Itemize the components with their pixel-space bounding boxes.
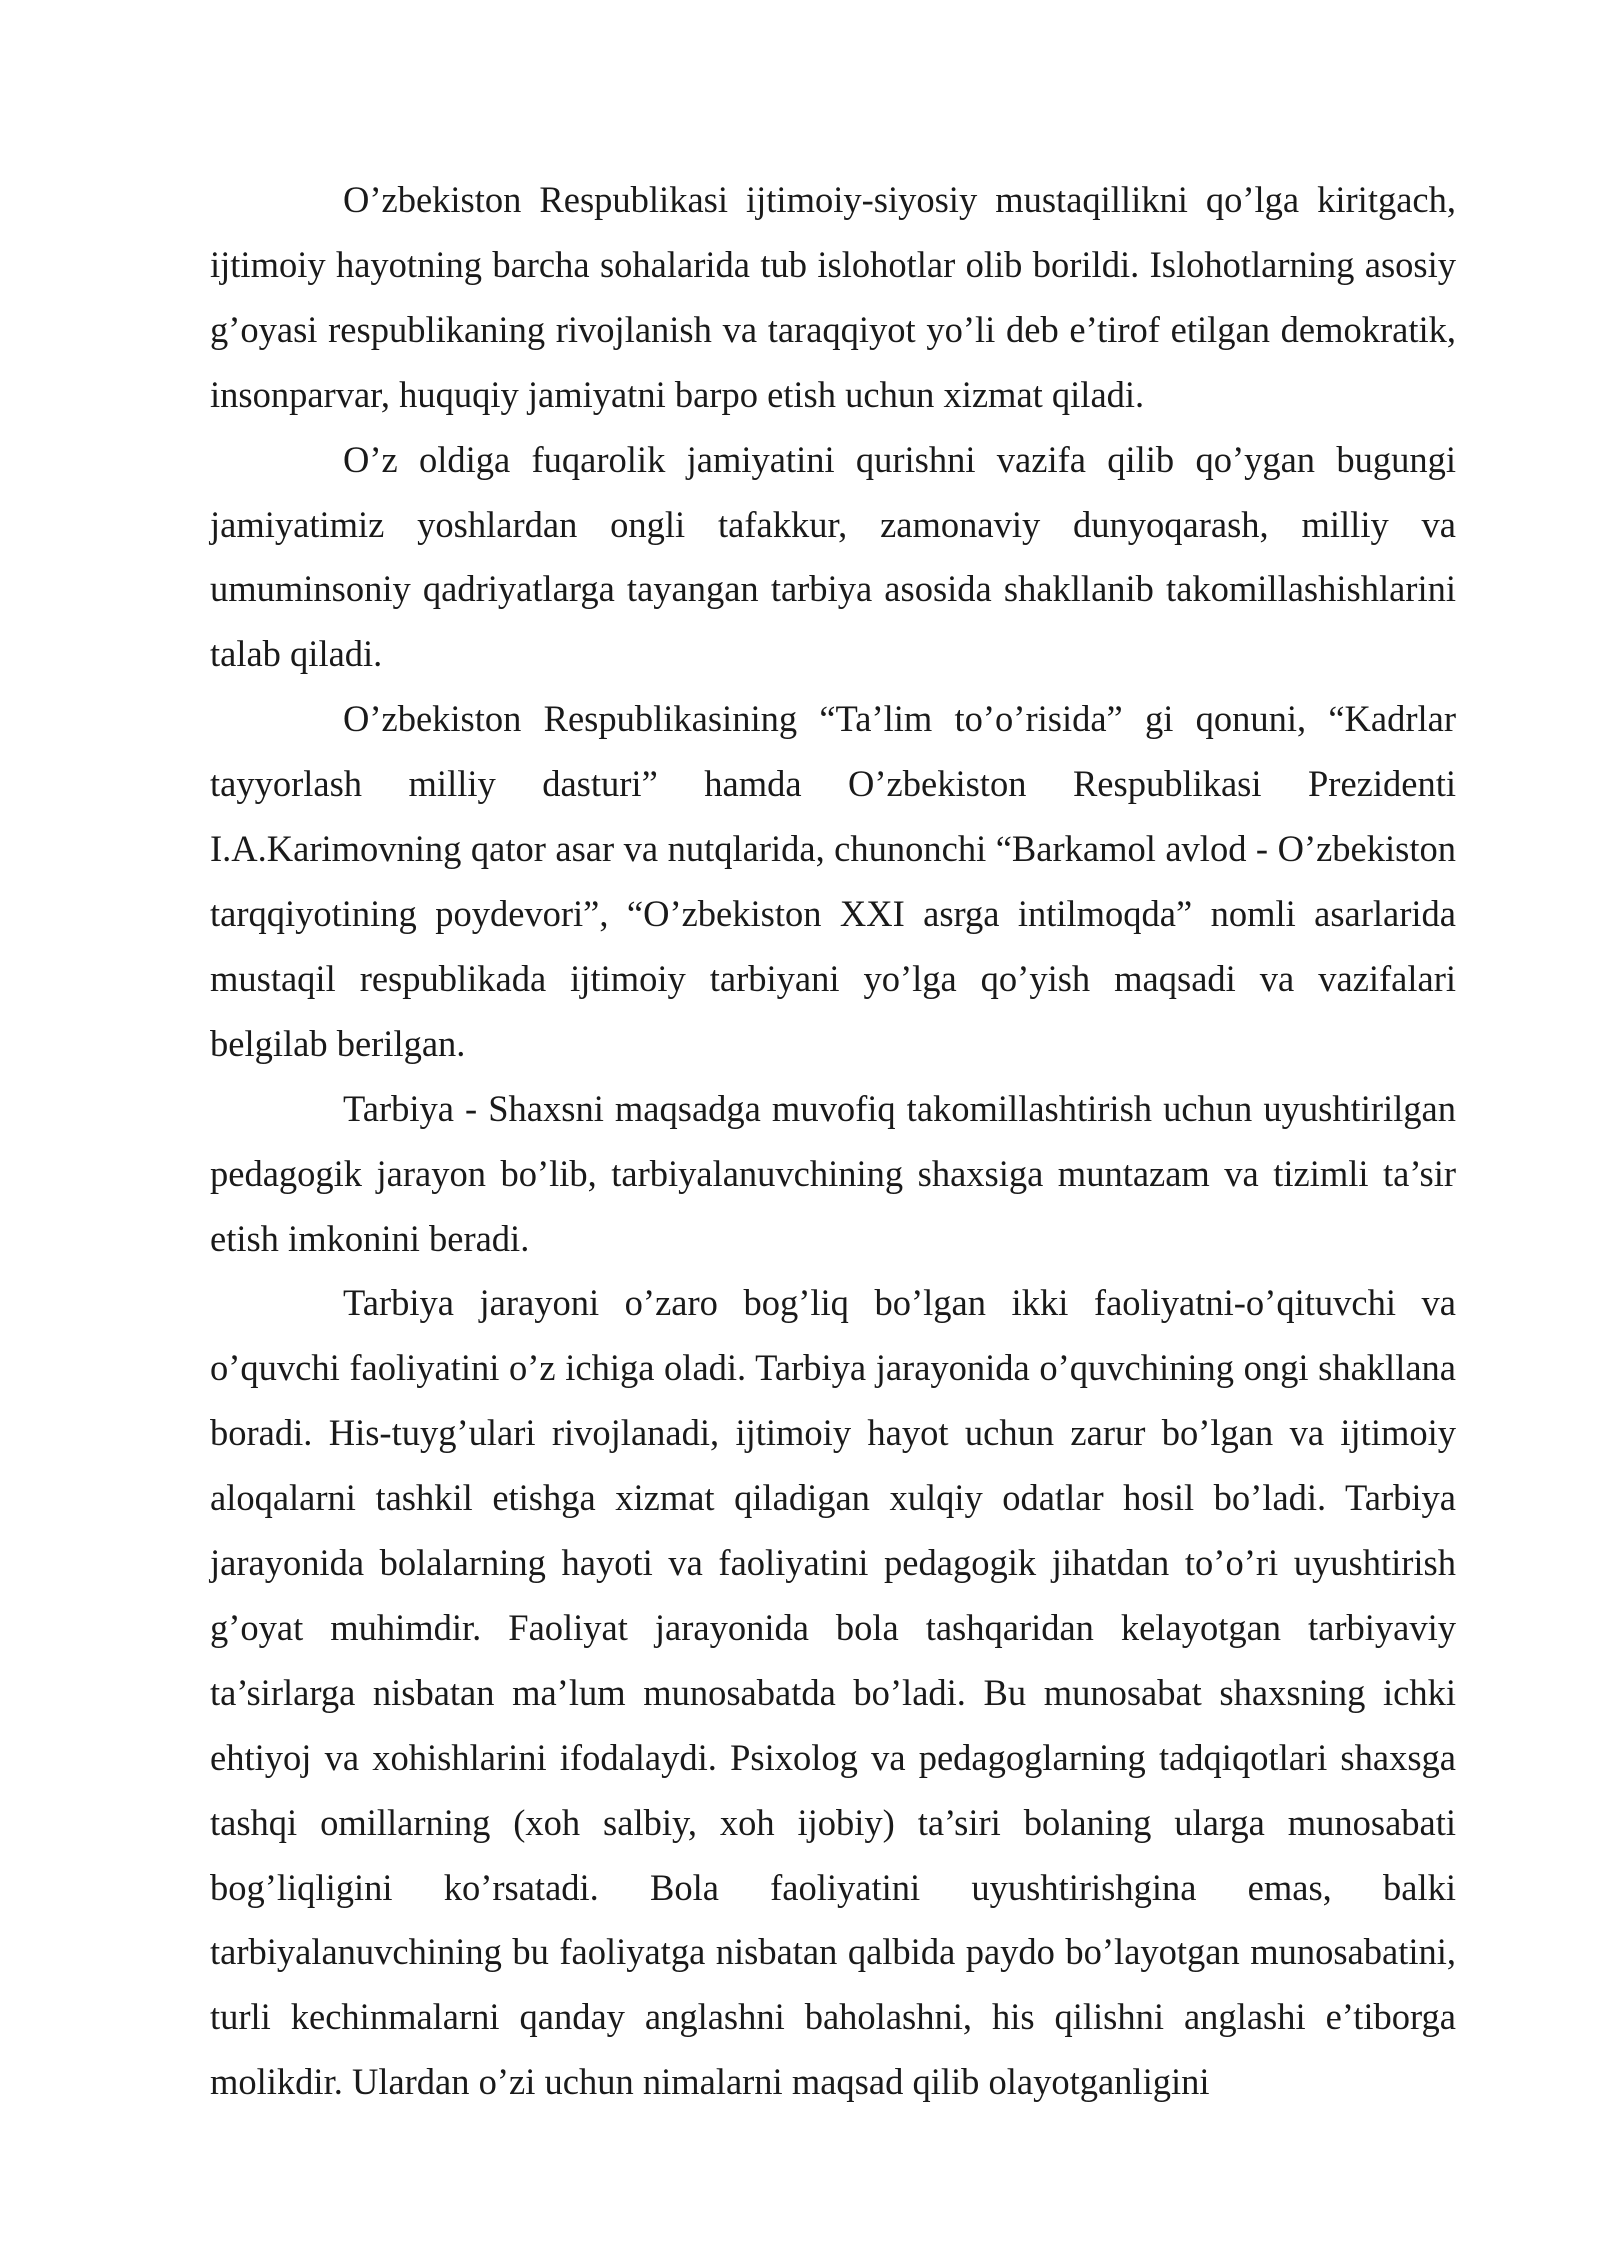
paragraph-1: O’zbekiston Respublikasi ijtimoiy-siyosiy mustaqillikni qo’lga kiritgach, ijtimoiy hayotning barcha sohalarida tub islohotlar olib borildi. Islohotlarning asosiy g’oyasi respublikaning rivojlanish va taraqqiyot yo’li deb e’tirof etilgan demokratik, insonparvar, huquqiy jamiyatni barpo etish uchun xizmat qiladi. xyxy=(210,179,1456,415)
paragraph-4: Tarbiya - Shaxsni maqsadga muvofiq takomillashtirish uchun uyushtirilgan pedagogik jarayon bo’lib, tarbiyalanuvchining shaxsiga muntazam va tizimli ta’sir etish imkonini beradi. xyxy=(210,1087,1456,1259)
paragraph-3: O’zbekiston Respublikasining “Ta’lim to’o’risida” gi qonuni, “Kadrlar tayyorlash milliy dasturi” hamda O’zbekiston Respublikasi Prezidenti I.A.Karimovning qator asar va nutqlarida, chunonchi “Barkamol avlod - O’zbekiston tarqqiyotining poydevori”, “O’zbekiston XXI asrga intilmoqda” nomli asarlarida mustaqil respublikada ijtimoiy tarbiyani yo’lga qo’yish maqsadi va vazifalari belgilab berilgan. xyxy=(210,698,1456,1064)
paragraph-5: Tarbiya jarayoni o’zaro bog’liq bo’lgan ikki faoliyatni-o’qituvchi va o’quvchi faoliyatini o’z ichiga oladi. Tarbiya jarayonida o’quvchining ongi shakllana boradi. His-tuyg’ulari rivojlanadi, ijtimoiy hayot uchun zarur bo’lgan va ijtimoiy aloqalarni tashkil etishga xizmat qiladigan xulqiy odatlar hosil bo’ladi. Tarbiya jarayonida bolalarning hayoti va faoliyatini pedagogik jihatdan to’o’ri uyushtirish g’oyat muhimdir. Faoliyat jarayonida bola tashqaridan kelayotgan tarbiyaviy ta’sirlarga nisbatan ma’lum munosabatda bo’ladi. Bu munosabat shaxsning ichki ehtiyoj va xohishlarini ifodalaydi. Psixolog va pedagoglarning tadqiqotlari shaxsga tashqi omillarning (xoh salbiy, xoh ijobiy) ta’siri bolaning ularga munosabati bog’liqligini ko’rsatadi. Bola faoliyatini uyushtirishgina emas, balki tarbiyalanuvchining bu faoliyatga nisbatan qalbida paydo bo’layotgan munosabatini, turli kechinmalarni qanday anglashni baholashni, his qilishni anglashi e’tiborga molikdir. Ulardan o’zi uchun nimalarni maqsad qilib olayotganligini xyxy=(210,1282,1456,2103)
paragraph-2: O’z oldiga fuqarolik jamiyatini qurishni vazifa qilib qo’ygan bugungi jamiyatimiz yoshlardan ongli tafakkur, zamonaviy dunyoqarash, milliy va umuminsoniy qadriyatlarga tayangan tarbiya asosida shakllanib takomillashishlarini talab qiladi. xyxy=(210,438,1456,675)
document-page xyxy=(210,168,1456,2115)
